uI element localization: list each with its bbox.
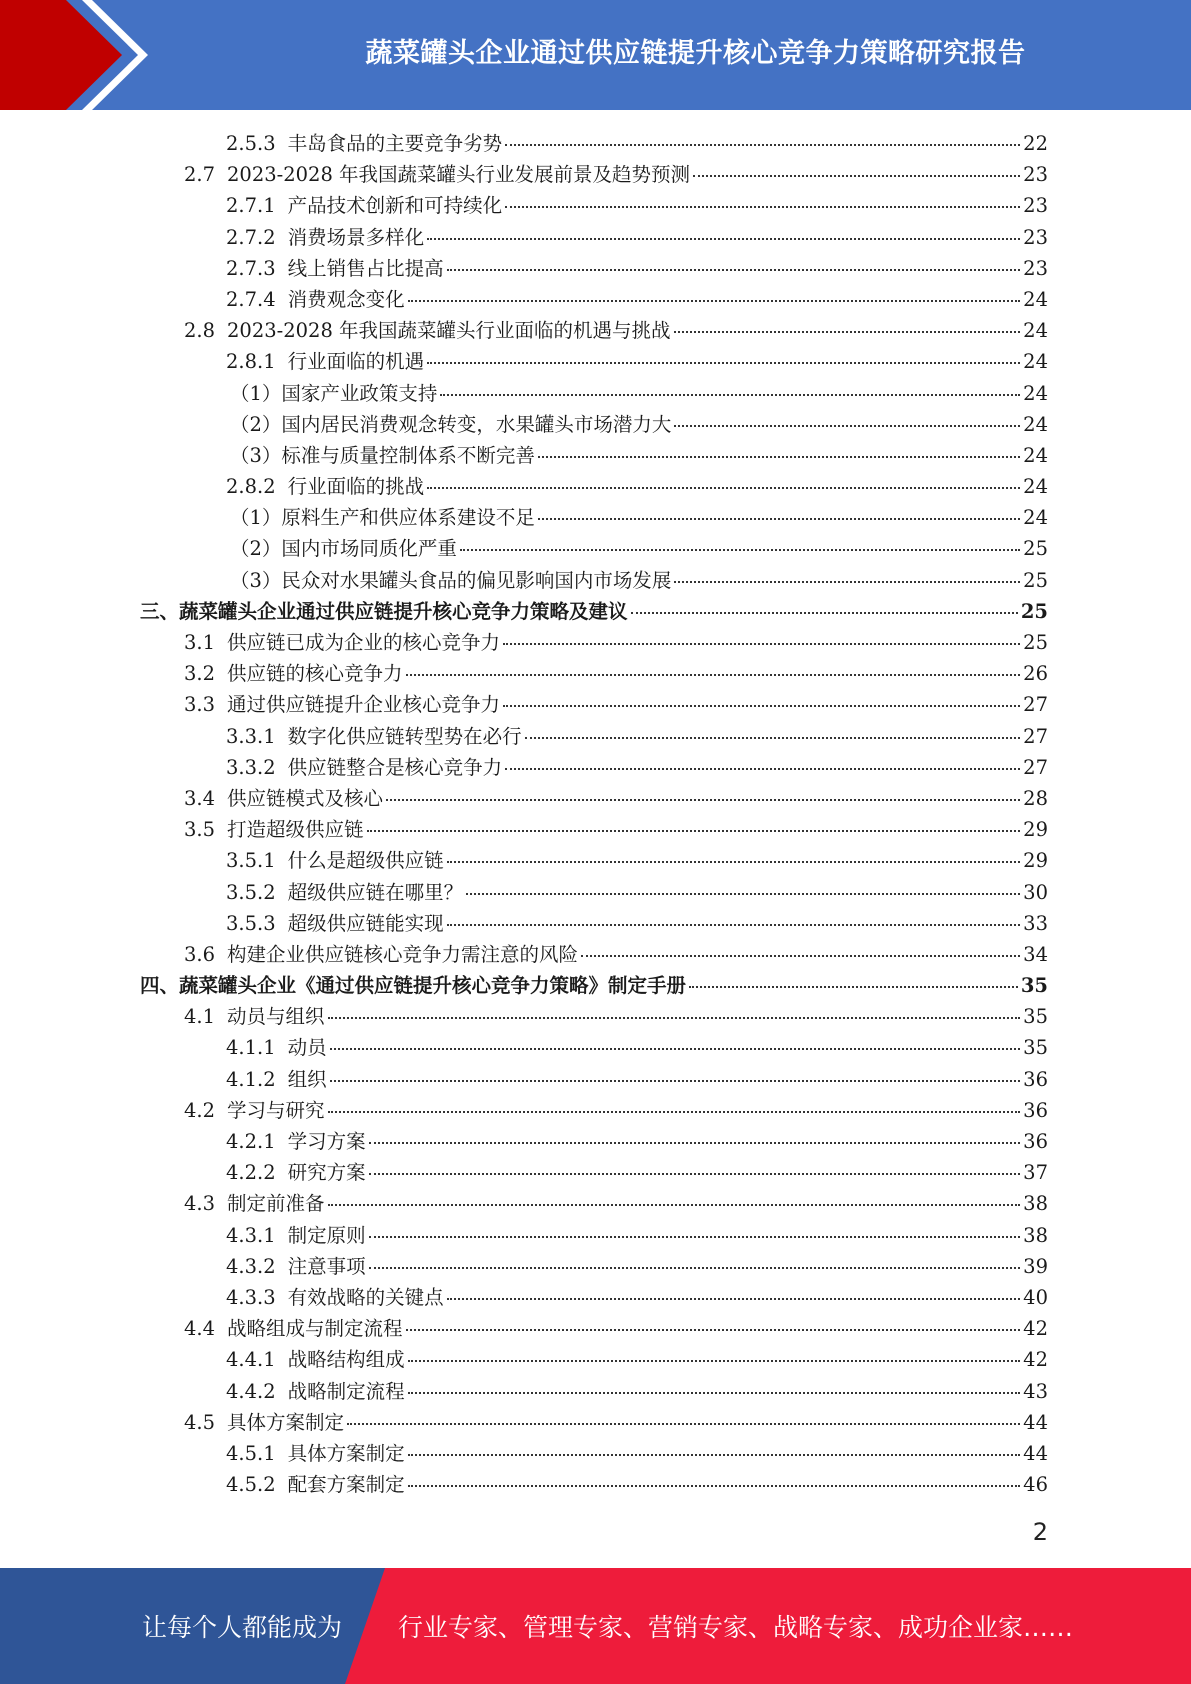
toc-dot-leader bbox=[427, 361, 1020, 364]
toc-entry-label bbox=[140, 596, 628, 624]
toc-entry-label bbox=[226, 1376, 405, 1404]
toc-dot-leader bbox=[328, 1203, 1021, 1206]
toc-entry-text: 标准与质量控制体系不断完善 bbox=[281, 443, 535, 467]
toc-entry-text: 行业面临的挑战 bbox=[287, 475, 425, 499]
toc-entry-label bbox=[226, 222, 424, 250]
toc-entry[interactable] bbox=[140, 1095, 1048, 1126]
toc-entry[interactable] bbox=[140, 689, 1048, 720]
toc-entry-text: 超级供应链在哪里？ bbox=[287, 880, 464, 904]
toc-dot-leader bbox=[408, 1359, 1021, 1362]
toc-dot-leader bbox=[674, 330, 1021, 333]
toc-entry-page: 35 bbox=[1023, 1005, 1048, 1029]
toc-entry-number: （2） bbox=[230, 412, 282, 436]
toc-entry-page: 36 bbox=[1023, 1067, 1048, 1091]
footer-slogan-right: 行业专家、管理专家、营销专家、战略专家、成功企业家…… bbox=[398, 1613, 1074, 1642]
toc-entry[interactable] bbox=[140, 1001, 1048, 1032]
toc-entry-page: 25 bbox=[1020, 599, 1048, 623]
toc-entry-page: 24 bbox=[1023, 506, 1048, 530]
toc-entry-text: 有效战略的关键点 bbox=[287, 1285, 444, 1309]
toc-entry-text: 什么是超级供应链 bbox=[287, 849, 444, 873]
toc-entry-text: 供应链的核心竞争力 bbox=[227, 662, 403, 686]
toc-entry-number: 3.1 bbox=[184, 631, 216, 654]
toc-entry-number: 3.3.2 bbox=[226, 755, 276, 779]
toc-entry-text: 注意事项 bbox=[287, 1254, 366, 1278]
toc-entry-text: 2023-2028 年我国蔬菜罐头行业面临的机遇与挑战 bbox=[227, 319, 671, 343]
toc-entry-page: 27 bbox=[1023, 693, 1048, 717]
toc-entry-page: 23 bbox=[1023, 194, 1048, 218]
toc-entry-text: 具体方案制定 bbox=[287, 1441, 405, 1465]
toc-entry-number: 3.5.3 bbox=[226, 911, 276, 935]
toc-entry-page: 34 bbox=[1023, 942, 1048, 966]
toc-dot-leader bbox=[447, 860, 1021, 863]
toc-entry-number: （3） bbox=[230, 568, 282, 592]
toc-entry-text: 学习与研究 bbox=[227, 1098, 325, 1122]
toc-entry-page: 35 bbox=[1020, 974, 1048, 998]
toc-dot-leader bbox=[538, 455, 1020, 458]
toc-entry-page: 27 bbox=[1023, 724, 1048, 748]
toc-entry-page: 24 bbox=[1023, 350, 1048, 374]
toc-entry-number: 4.3 bbox=[184, 1192, 216, 1216]
toc-dot-leader bbox=[631, 611, 1018, 614]
toc-entry[interactable] bbox=[140, 315, 1048, 346]
toc-entry-page: 38 bbox=[1023, 1192, 1048, 1216]
toc-entry-page: 25 bbox=[1023, 631, 1048, 654]
toc-entry[interactable] bbox=[140, 939, 1048, 970]
toc-dot-leader bbox=[328, 1016, 1021, 1019]
toc-entry-number: 2.8.2 bbox=[226, 475, 276, 499]
toc-dot-leader bbox=[369, 1235, 1021, 1238]
toc-entry[interactable] bbox=[140, 284, 1048, 315]
toc-dot-leader bbox=[367, 829, 1021, 832]
toc-dot-leader bbox=[505, 205, 1020, 208]
toc-entry-number: （3） bbox=[230, 443, 282, 467]
toc-dot-leader bbox=[447, 923, 1021, 926]
toc-entry-page: 28 bbox=[1023, 786, 1048, 810]
toc-entry-label bbox=[184, 315, 671, 343]
toc-entry-page: 36 bbox=[1023, 1130, 1048, 1153]
toc-entry-page: 23 bbox=[1023, 225, 1048, 249]
toc-entry-text: 组织 bbox=[287, 1067, 327, 1091]
toc-entry-page: 25 bbox=[1023, 537, 1048, 561]
toc-entry-number: 3.4 bbox=[184, 786, 216, 810]
toc-entry[interactable] bbox=[140, 128, 1048, 159]
toc-entry[interactable] bbox=[140, 1313, 1048, 1344]
toc-entry-text: 学习方案 bbox=[287, 1130, 366, 1153]
toc-entry-number: 三、 bbox=[140, 599, 180, 623]
header-chevron-icon bbox=[0, 0, 160, 110]
toc-entry-page: 40 bbox=[1023, 1285, 1048, 1309]
toc-entry-label bbox=[226, 1344, 405, 1372]
toc-entry[interactable] bbox=[140, 845, 1048, 876]
toc-dot-leader bbox=[330, 1047, 1021, 1050]
toc-dot-leader bbox=[505, 143, 1020, 146]
toc-entry-label bbox=[226, 128, 502, 156]
toc-entry-page: 46 bbox=[1023, 1473, 1048, 1497]
toc-entry-page: 38 bbox=[1023, 1223, 1048, 1247]
toc-entry-page: 25 bbox=[1023, 568, 1048, 592]
toc-entry-text: 制定原则 bbox=[287, 1223, 366, 1247]
toc-entry-text: 打造超级供应链 bbox=[227, 818, 364, 842]
toc-entry-number: 4.4.1 bbox=[226, 1348, 276, 1372]
toc-entry-label bbox=[226, 1438, 405, 1466]
toc-dot-leader bbox=[427, 237, 1020, 240]
page-number: 2 bbox=[1032, 1518, 1048, 1546]
toc-entry[interactable] bbox=[140, 409, 1048, 440]
toc-entry-text: 原料生产和供应体系建设不足 bbox=[281, 506, 535, 530]
toc-entry-label bbox=[226, 1126, 366, 1154]
toc-entry-label bbox=[226, 190, 502, 218]
toc-dot-leader bbox=[466, 892, 1020, 895]
toc-entry-number: 4.3.3 bbox=[226, 1285, 276, 1309]
toc-entry-label bbox=[230, 502, 535, 530]
toc-entry-text: 动员与组织 bbox=[227, 1005, 325, 1029]
toc-entry-number: 4.2.1 bbox=[226, 1130, 276, 1153]
toc-entry-text: 民众对水果罐头食品的偏见影响国内市场发展 bbox=[281, 568, 672, 592]
toc-entry[interactable] bbox=[140, 1126, 1048, 1157]
toc-entry-text: 供应链整合是核心竞争力 bbox=[287, 755, 503, 779]
toc-entry-page: 37 bbox=[1023, 1161, 1048, 1185]
toc-entry-number: 四、 bbox=[140, 974, 180, 998]
toc-entry-page: 23 bbox=[1023, 256, 1048, 280]
toc-dot-leader bbox=[408, 299, 1021, 302]
toc-entry-label bbox=[184, 1095, 325, 1123]
toc-entry-page: 30 bbox=[1023, 880, 1048, 904]
toc-dot-leader bbox=[369, 1141, 1021, 1144]
toc-entry-number: 3.5 bbox=[184, 818, 216, 842]
toc-entry-label bbox=[226, 1157, 366, 1185]
toc-entry-page: 24 bbox=[1023, 287, 1048, 311]
toc-entry-label bbox=[226, 1064, 327, 1092]
toc-dot-leader bbox=[460, 548, 1020, 551]
toc-entry-label bbox=[226, 908, 444, 936]
toc-entry[interactable] bbox=[140, 1376, 1048, 1407]
toc-entry-text: 消费场景多样化 bbox=[287, 225, 425, 249]
toc-dot-leader bbox=[427, 486, 1020, 489]
toc-entry-number: 4.1.1 bbox=[226, 1036, 276, 1060]
toc-entry-label bbox=[226, 845, 444, 873]
toc-dot-leader bbox=[369, 1266, 1021, 1269]
toc-entry-number: 4.1 bbox=[184, 1005, 216, 1029]
toc-entry-page: 24 bbox=[1023, 443, 1048, 467]
toc-entry-label bbox=[184, 658, 403, 686]
footer-slogan-left: 让每个人都能成为 bbox=[142, 1613, 343, 1642]
toc-entry-number: 3.2 bbox=[184, 662, 216, 686]
toc-entry-label bbox=[230, 409, 671, 437]
toc-entry-label bbox=[226, 721, 522, 749]
toc-entry-text: 战略结构组成 bbox=[287, 1348, 405, 1372]
toc-dot-leader bbox=[525, 736, 1021, 739]
toc-entry-text: 供应链已成为企业的核心竞争力 bbox=[227, 631, 501, 654]
toc-entry-label bbox=[230, 533, 457, 561]
toc-entry-text: 数字化供应链转型势在必行 bbox=[287, 724, 522, 748]
toc-dot-leader bbox=[330, 1079, 1021, 1082]
toc-dot-leader bbox=[406, 673, 1021, 676]
toc-entry-label bbox=[184, 1188, 325, 1216]
toc-dot-leader bbox=[674, 580, 1020, 583]
toc-entry-number: 2.7.1 bbox=[226, 194, 276, 218]
toc-entry[interactable] bbox=[140, 440, 1048, 471]
toc-entry-page: 42 bbox=[1023, 1348, 1048, 1372]
toc-entry-page: 24 bbox=[1023, 412, 1048, 436]
toc-entry-label bbox=[230, 440, 535, 468]
toc-entry-label bbox=[184, 939, 578, 967]
toc-dot-leader bbox=[386, 798, 1020, 801]
toc-dot-leader bbox=[328, 1110, 1021, 1113]
toc-entry-label bbox=[184, 1407, 344, 1435]
toc-entry[interactable] bbox=[140, 1220, 1048, 1251]
toc-entry-text: 蔬菜罐头企业《通过供应链提升核心竞争力策略》制定手册 bbox=[179, 974, 687, 998]
report-title: 蔬菜罐头企业通过供应链提升核心竞争力策略研究报告 bbox=[365, 37, 1026, 69]
toc-entry-label bbox=[184, 1313, 403, 1341]
page-footer bbox=[0, 1568, 1191, 1684]
toc-entry-number: 2.5.3 bbox=[226, 132, 276, 155]
toc-entry-number: 4.1.2 bbox=[226, 1067, 276, 1091]
toc-entry-number: 2.8 bbox=[184, 319, 216, 343]
toc-entry[interactable] bbox=[140, 596, 1048, 627]
toc-entry-text: 蔬菜罐头企业通过供应链提升核心竞争力策略及建议 bbox=[179, 599, 628, 623]
toc-entry-number: 3.5.1 bbox=[226, 849, 276, 873]
toc-entry-label bbox=[140, 970, 686, 998]
toc-entry-number: 4.4 bbox=[184, 1317, 216, 1341]
toc-entry-page: 39 bbox=[1023, 1254, 1048, 1278]
toc-entry-number: 4.4.2 bbox=[226, 1379, 276, 1403]
toc-dot-leader bbox=[408, 1484, 1021, 1487]
toc-entry[interactable] bbox=[140, 627, 1048, 658]
toc-entry-page: 26 bbox=[1023, 662, 1048, 686]
toc-entry-label bbox=[226, 471, 424, 499]
toc-entry-page: 35 bbox=[1023, 1036, 1048, 1060]
toc-entry-number: 2.8.1 bbox=[226, 350, 276, 374]
toc-entry[interactable] bbox=[140, 970, 1048, 1001]
toc-entry-number: （1） bbox=[230, 506, 282, 530]
toc-dot-leader bbox=[538, 517, 1020, 520]
toc-entry-text: 2023-2028 年我国蔬菜罐头行业发展前景及趋势预测 bbox=[227, 163, 691, 187]
toc-entry-text: 供应链模式及核心 bbox=[227, 786, 384, 810]
toc-entry-number: 2.7.4 bbox=[226, 287, 276, 311]
toc-entry[interactable] bbox=[140, 471, 1048, 502]
toc-dot-leader bbox=[408, 1453, 1021, 1456]
toc-entry[interactable] bbox=[140, 1407, 1048, 1438]
toc-entry[interactable] bbox=[140, 1188, 1048, 1219]
toc-dot-leader bbox=[440, 393, 1020, 396]
toc-entry-text: 产品技术创新和可持续化 bbox=[287, 194, 503, 218]
toc-entry-text: 国家产业政策支持 bbox=[281, 381, 438, 405]
toc-entry[interactable] bbox=[140, 346, 1048, 377]
toc-entry[interactable] bbox=[140, 222, 1048, 253]
toc-entry-text: 行业面临的机遇 bbox=[287, 350, 425, 374]
toc-entry[interactable] bbox=[140, 1469, 1048, 1500]
toc-entry-text: 战略组成与制定流程 bbox=[227, 1317, 403, 1341]
toc-entry-number: 3.5.2 bbox=[226, 880, 276, 904]
toc-entry-text: 制定前准备 bbox=[227, 1192, 325, 1216]
toc-entry-number: 2.7.3 bbox=[226, 256, 276, 280]
toc-entry-page: 44 bbox=[1023, 1410, 1048, 1434]
toc-entry-page: 24 bbox=[1023, 319, 1048, 343]
toc-dot-leader bbox=[447, 268, 1021, 271]
toc-entry[interactable] bbox=[140, 1157, 1048, 1188]
toc-dot-leader bbox=[503, 642, 1020, 645]
toc-entry-label bbox=[184, 627, 500, 655]
toc-entry-label bbox=[184, 689, 500, 717]
toc-entry[interactable] bbox=[140, 658, 1048, 689]
toc-entry-page: 27 bbox=[1023, 755, 1048, 779]
toc-entry[interactable] bbox=[140, 814, 1048, 845]
toc-entry[interactable] bbox=[140, 783, 1048, 814]
toc-entry[interactable] bbox=[140, 1438, 1048, 1469]
toc-entry-page: 43 bbox=[1023, 1379, 1048, 1403]
toc-entry-number: 2.7.2 bbox=[226, 225, 276, 249]
toc-entry-page: 33 bbox=[1023, 911, 1048, 935]
toc-entry-page: 29 bbox=[1023, 818, 1048, 842]
toc-entry-text: 国内居民消费观念转变，水果罐头市场潜力大 bbox=[281, 412, 672, 436]
toc-entry-text: 配套方案制定 bbox=[287, 1473, 405, 1497]
toc-dot-leader bbox=[689, 985, 1018, 988]
toc-entry[interactable] bbox=[140, 877, 1048, 908]
toc-entry-label bbox=[226, 1251, 366, 1279]
toc-entry-number: （1） bbox=[230, 381, 282, 405]
toc-entry[interactable] bbox=[140, 253, 1048, 284]
toc-dot-leader bbox=[347, 1422, 1020, 1425]
toc-dot-leader bbox=[581, 954, 1020, 957]
toc-entry-label bbox=[184, 159, 690, 187]
toc-entry-number: 3.3.1 bbox=[226, 724, 276, 748]
toc-entry-page: 24 bbox=[1023, 381, 1048, 405]
toc-dot-leader bbox=[503, 704, 1020, 707]
toc-entry-page: 24 bbox=[1023, 475, 1048, 499]
toc-entry-number: 4.3.1 bbox=[226, 1223, 276, 1247]
toc-dot-leader bbox=[693, 174, 1020, 177]
toc-entry-page: 29 bbox=[1023, 849, 1048, 873]
toc-entry-label bbox=[230, 378, 437, 406]
toc-entry[interactable] bbox=[140, 533, 1048, 564]
toc-entry-text: 构建企业供应链核心竞争力需注意的风险 bbox=[227, 942, 579, 966]
toc-entry-text: 动员 bbox=[287, 1036, 327, 1060]
toc-dot-leader bbox=[505, 767, 1020, 770]
toc-entry[interactable] bbox=[140, 1064, 1048, 1095]
toc-entry-label bbox=[226, 284, 405, 312]
toc-entry-text: 超级供应链能实现 bbox=[287, 911, 444, 935]
toc-entry-page: 42 bbox=[1023, 1317, 1048, 1341]
toc-entry-text: 消费观念变化 bbox=[287, 287, 405, 311]
toc-entry-label bbox=[226, 1469, 405, 1497]
toc-entry-label bbox=[226, 752, 502, 780]
toc-entry-number: 4.2 bbox=[184, 1098, 216, 1122]
toc-entry[interactable] bbox=[140, 1282, 1048, 1313]
toc-entry-page: 22 bbox=[1023, 132, 1048, 155]
toc-entry-text: 线上销售占比提高 bbox=[287, 256, 444, 280]
toc-entry-number: 3.3 bbox=[184, 693, 216, 717]
toc-entry[interactable] bbox=[140, 378, 1048, 409]
toc-entry[interactable] bbox=[140, 1344, 1048, 1375]
toc-entry-number: 3.6 bbox=[184, 942, 216, 966]
page-header bbox=[0, 0, 1191, 110]
toc-entry-number: 4.2.2 bbox=[226, 1161, 276, 1185]
toc-entry-number: 4.5.2 bbox=[226, 1473, 276, 1497]
toc-entry-number: 4.5.1 bbox=[226, 1441, 276, 1465]
toc-entry-label bbox=[226, 346, 424, 374]
toc-entry[interactable] bbox=[140, 1032, 1048, 1063]
toc-entry[interactable] bbox=[140, 502, 1048, 533]
toc-entry-label bbox=[226, 1220, 366, 1248]
toc-entry-number: 2.7 bbox=[184, 163, 216, 187]
toc-entry[interactable] bbox=[140, 752, 1048, 783]
toc-entry-label bbox=[226, 253, 444, 281]
toc-entry-page: 44 bbox=[1023, 1441, 1048, 1465]
toc-entry[interactable] bbox=[140, 190, 1048, 221]
toc-dot-leader bbox=[674, 424, 1020, 427]
toc-dot-leader bbox=[447, 1297, 1021, 1300]
toc-entry-text: 具体方案制定 bbox=[227, 1410, 345, 1434]
toc-entry-page: 23 bbox=[1023, 163, 1048, 187]
table-of-contents bbox=[140, 128, 1048, 1500]
toc-dot-leader bbox=[408, 1391, 1021, 1394]
toc-entry-number: 4.3.2 bbox=[226, 1254, 276, 1278]
toc-entry-number: 4.5 bbox=[184, 1410, 216, 1434]
toc-entry-label bbox=[226, 1282, 444, 1310]
toc-entry-text: 通过供应链提升企业核心竞争力 bbox=[227, 693, 501, 717]
toc-entry[interactable] bbox=[140, 1251, 1048, 1282]
toc-entry-page: 36 bbox=[1023, 1098, 1048, 1122]
toc-entry-label bbox=[226, 877, 463, 905]
toc-entry-text: 战略制定流程 bbox=[287, 1379, 405, 1403]
toc-entry-text: 丰岛食品的主要竞争劣势 bbox=[287, 132, 503, 155]
toc-entry-label bbox=[184, 783, 383, 811]
toc-entry-label bbox=[226, 1032, 327, 1060]
toc-entry-text: 研究方案 bbox=[287, 1161, 366, 1185]
toc-entry[interactable] bbox=[140, 565, 1048, 596]
toc-entry-text: 国内市场同质化严重 bbox=[281, 537, 457, 561]
toc-entry-label bbox=[184, 1001, 325, 1029]
toc-entry[interactable] bbox=[140, 159, 1048, 190]
toc-entry-number: （2） bbox=[230, 537, 282, 561]
toc-entry-label bbox=[230, 565, 671, 593]
toc-entry-label bbox=[184, 814, 364, 842]
toc-dot-leader bbox=[369, 1172, 1021, 1175]
toc-entry[interactable] bbox=[140, 721, 1048, 752]
toc-entry[interactable] bbox=[140, 908, 1048, 939]
toc-dot-leader bbox=[406, 1328, 1021, 1331]
